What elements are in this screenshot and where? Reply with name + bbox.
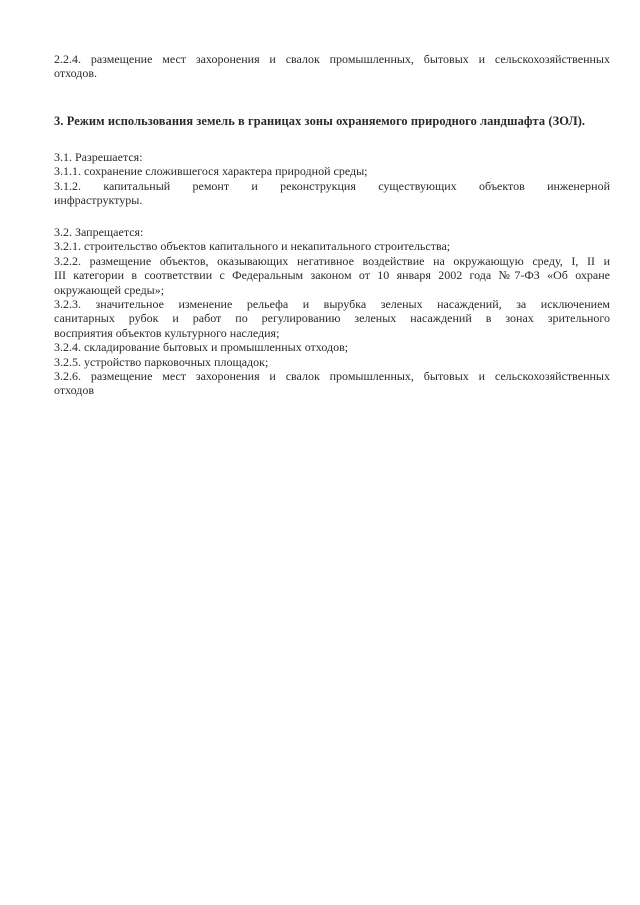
forbidden-item-3-2-4: 3.2.4. складирование бытовых и промышленных отходов; <box>54 340 349 355</box>
allowed-item-3-1-2-line-1: 3.1.2. капитальный ремонт и реконструкция существующих объектов инженерной <box>54 178 610 193</box>
forbidden-item-3-2-2-line-3: окружающей среды»; <box>54 282 165 297</box>
forbidden-item-3-2-3-line-1: 3.2.3. значительное изменение рельефа и вырубка зеленых насаждений, за исключением <box>54 297 610 312</box>
forbidden-item-3-2-6-line-2: отходов <box>54 383 95 398</box>
section-3-2-forbidden <box>54 225 610 398</box>
forbidden-item-3-2-2-line-2: III категории в соответствии с Федеральным законом от 10 января 2002 года №7-ФЗ «Об охране <box>54 268 610 283</box>
forbidden-item-3-2-6-line-1: 3.2.6. размещение мест захоронения и свалок промышленных, бытовых и сельскохозяйственных <box>54 369 610 384</box>
forbidden-item-3-2-3-line-3: восприятия объектов культурного наследия; <box>54 325 280 340</box>
item-2-2-4-line-1: 2.2.4. размещение мест захоронения и свалок промышленных, бытовых и сельскохозяйственных <box>54 52 610 66</box>
section-3-heading: 3. Режим использования земель в границах зоны охраняемого природного ландшафта (ЗОЛ). <box>54 114 586 128</box>
allowed-item-3-1-2-line-2: инфраструктуры. <box>54 193 143 208</box>
section-3-1-allowed <box>54 150 610 208</box>
item-2-2-4-line-2: отходов. <box>54 66 98 81</box>
allowed-item-3-1-1: 3.1.1. сохранение сложившегося характера природной среды; <box>54 164 368 179</box>
forbidden-item-3-2-3-line-2: санитарных рубок и работ по регулированию зеленых насаждений в зонах зрительного <box>54 311 610 326</box>
forbidden-item-3-2-1: 3.2.1. строительство объектов капитального и некапитального строительства; <box>54 239 451 254</box>
forbidden-item-3-2-2-line-1: 3.2.2. размещение объектов, оказывающих негативное воздействие на окружающую среду, I, II и <box>54 253 610 268</box>
allowed-label: 3.1. Разрешается: <box>54 150 143 164</box>
forbidden-label: 3.2. Запрещается: <box>54 225 144 239</box>
item-2-2-4 <box>54 52 610 81</box>
forbidden-item-3-2-5: 3.2.5. устройство парковочных площадок; <box>54 354 269 369</box>
